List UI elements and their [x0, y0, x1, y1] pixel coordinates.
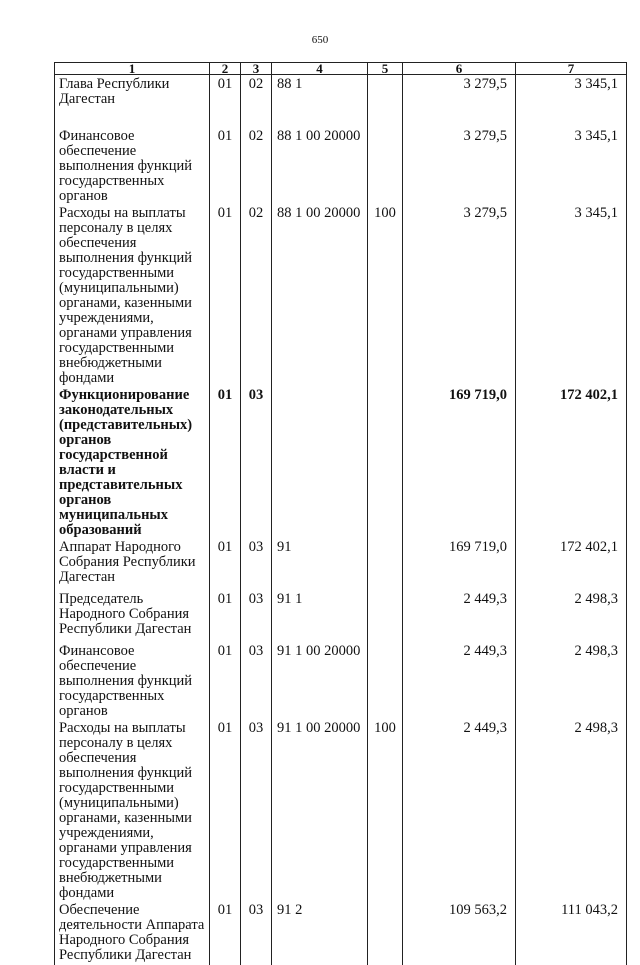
- expense-type-cell: [368, 642, 403, 719]
- table-row: [55, 719, 627, 901]
- target-article-cell: 91 1 00 20000: [272, 642, 368, 719]
- target-article-cell: [272, 386, 368, 538]
- subsection-code-cell: 03: [241, 538, 272, 590]
- column-header: 4: [272, 63, 368, 75]
- table-row: [55, 901, 627, 965]
- expense-type-cell: [368, 901, 403, 965]
- amount-year1-cell: 3 279,5: [403, 75, 516, 128]
- column-header: 7: [516, 63, 627, 75]
- subsection-code-cell: 03: [241, 386, 272, 538]
- table-row: [55, 642, 627, 719]
- section-code-cell: 01: [210, 901, 241, 965]
- amount-year1-cell: 169 719,0: [403, 386, 516, 538]
- amount-year2-cell: 172 402,1: [516, 386, 627, 538]
- amount-year2-cell: 3 345,1: [516, 75, 627, 128]
- expense-type-cell: [368, 538, 403, 590]
- header-row: [55, 63, 627, 75]
- expense-type-cell: [368, 386, 403, 538]
- subsection-code-cell: 03: [241, 642, 272, 719]
- subsection-code-cell: 02: [241, 127, 272, 204]
- column-header: 3: [241, 63, 272, 75]
- expense-type-cell: [368, 590, 403, 642]
- section-code-cell: 01: [210, 204, 241, 386]
- subsection-code-cell: 03: [241, 719, 272, 901]
- table-row: [55, 538, 627, 590]
- column-header: 2: [210, 63, 241, 75]
- row-name-cell: Расходы на выплаты персоналу в целях обеспечения выполнения функций государственными (муниципальными) органами, казенными учреждениями, органами управления государственными внебюджетными фондами: [55, 204, 210, 386]
- section-code-cell: 01: [210, 642, 241, 719]
- expense-type-cell: [368, 75, 403, 128]
- row-name-cell: Председатель Народного Собрания Республики Дагестан: [55, 590, 210, 642]
- section-code-cell: 01: [210, 719, 241, 901]
- column-header: 1: [55, 63, 210, 75]
- amount-year2-cell: 2 498,3: [516, 719, 627, 901]
- amount-year2-cell: 3 345,1: [516, 127, 627, 204]
- section-code-cell: 01: [210, 75, 241, 128]
- subsection-code-cell: 02: [241, 204, 272, 386]
- column-header: 5: [368, 63, 403, 75]
- subsection-code-cell: 02: [241, 75, 272, 128]
- table-row: [55, 204, 627, 386]
- table-row: [55, 590, 627, 642]
- section-code-cell: 01: [210, 590, 241, 642]
- row-name-cell: Аппарат Народного Собрания Республики Дагестан: [55, 538, 210, 590]
- expense-type-cell: [368, 127, 403, 204]
- table-row: [55, 386, 627, 538]
- target-article-cell: 91 2: [272, 901, 368, 965]
- target-article-cell: 91: [272, 538, 368, 590]
- expense-type-cell: 100: [368, 719, 403, 901]
- table-row: [55, 127, 627, 204]
- expense-type-cell: 100: [368, 204, 403, 386]
- amount-year1-cell: 3 279,5: [403, 127, 516, 204]
- table-row: [55, 75, 627, 128]
- row-name-cell: Расходы на выплаты персоналу в целях обеспечения выполнения функций государственными (муниципальными) органами, казенными учреждениями, органами управления государственными внебюджетными фондами: [55, 719, 210, 901]
- row-name-cell: Финансовое обеспечение выполнения функций государственных органов: [55, 642, 210, 719]
- amount-year2-cell: 2 498,3: [516, 590, 627, 642]
- subsection-code-cell: 03: [241, 901, 272, 965]
- amount-year1-cell: 169 719,0: [403, 538, 516, 590]
- subsection-code-cell: 03: [241, 590, 272, 642]
- amount-year1-cell: 2 449,3: [403, 590, 516, 642]
- row-name-cell: Глава Республики Дагестан: [55, 75, 210, 128]
- target-article-cell: 88 1: [272, 75, 368, 128]
- amount-year1-cell: 3 279,5: [403, 204, 516, 386]
- section-code-cell: 01: [210, 538, 241, 590]
- budget-table: [54, 62, 627, 965]
- page-number: 650: [311, 34, 329, 46]
- amount-year1-cell: 2 449,3: [403, 719, 516, 901]
- column-header: 6: [403, 63, 516, 75]
- target-article-cell: 88 1 00 20000: [272, 204, 368, 386]
- amount-year2-cell: 172 402,1: [516, 538, 627, 590]
- row-name-cell: Финансовое обеспечение выполнения функций государственных органов: [55, 127, 210, 204]
- amount-year2-cell: 3 345,1: [516, 204, 627, 386]
- amount-year1-cell: 2 449,3: [403, 642, 516, 719]
- section-code-cell: 01: [210, 127, 241, 204]
- row-name-cell: Функционирование законодательных (представительных) органов государственной власти и представительных органов муниципальных образований: [55, 386, 210, 538]
- amount-year2-cell: 111 043,2: [516, 901, 627, 965]
- target-article-cell: 88 1 00 20000: [272, 127, 368, 204]
- section-code-cell: 01: [210, 386, 241, 538]
- row-name-cell: Обеспечение деятельности Аппарата Народного Собрания Республики Дагестан: [55, 901, 210, 965]
- target-article-cell: 91 1: [272, 590, 368, 642]
- amount-year1-cell: 109 563,2: [403, 901, 516, 965]
- amount-year2-cell: 2 498,3: [516, 642, 627, 719]
- target-article-cell: 91 1 00 20000: [272, 719, 368, 901]
